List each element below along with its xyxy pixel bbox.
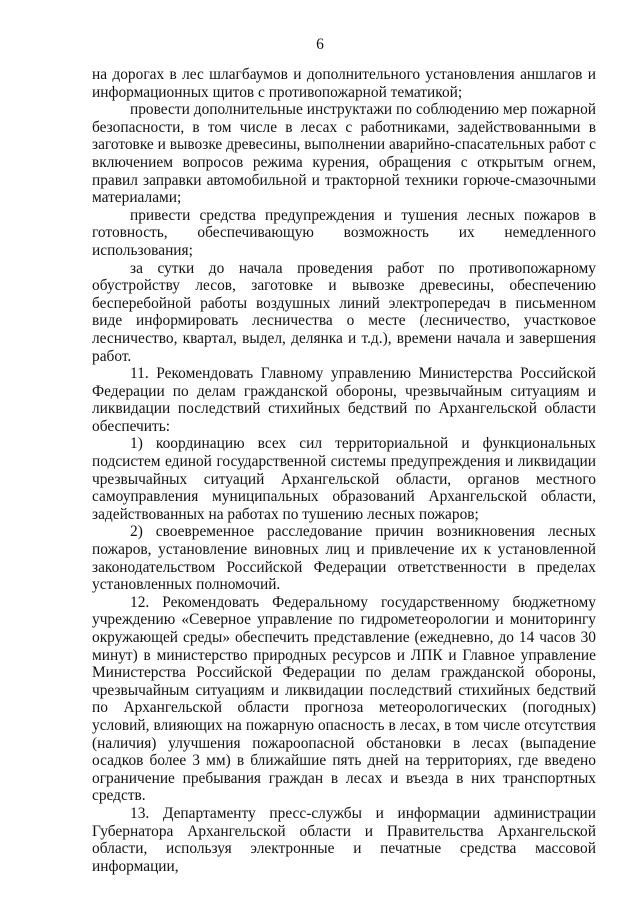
- paragraph-item-13: 13. Департаменту пресс-службы и информации администрации Губернатора Архангельской области и Правительства Архангельской области, используя электронные и печатные средства массовой информации,: [92, 804, 596, 875]
- paragraph-instruction-briefing: провести дополнительные инструктажи по соблюдению мер пожарной безопасности, в том числе в лесах с работниками, задействованными в заготовке и вывозке древесины, выполнении аварийно-спасательных работ с включением вопросов режима курения, обращения с открытым огнем, правил заправки автомобильной и тракторной техники горюче-смазочными материалами;: [92, 101, 596, 207]
- paragraph-continuation: на дорогах в лес шлагбаумов и дополнительного установления аншлагов и информационных щитов с противопожарной тематикой;: [92, 66, 596, 101]
- document-body: [92, 66, 596, 875]
- paragraph-item-11-1: 1) координацию всех сил территориальной и функциональных подсистем единой государственной системы предупреждения и ликвидации чрезвычайных ситуаций Архангельской области, органов местного самоуправления муниципальных образований Архангельской области, задействованных на работах по тушению лесных пожаров;: [92, 435, 596, 523]
- paragraph-item-12: 12. Рекомендовать Федеральному государственному бюджетному учреждению «Северное управление по гидрометеорологии и мониторингу окружающей среды» обеспечить представление (ежедневно, до 14 часов 30 минут) в министерство природных ресурсов и ЛПК и Главное управление Министерства Российской Федерации по делам гражданской обороны, чрезвычайным ситуациям и ликвидации последствий стихийных бедствий по Архангельской области прогноза метеорологических (погодных) условий, влияющих на пожарную опасность в лесах, в том числе отсутствия (наличия) улучшения пожароопасной обстановки в лесах (выпадение осадков более 3 мм) в ближайшие пять дней на территориях, где введено ограничение пребывания граждан в лесах и въезда в них транспортных средств.: [92, 593, 596, 805]
- page-number: 6: [316, 36, 324, 53]
- paragraph-item-11: 11. Рекомендовать Главному управлению Министерства Российской Федерации по делам гражданской обороны, чрезвычайным ситуациям и ликвидации последствий стихийных бедствий по Архангельской области обеспечить:: [92, 365, 596, 435]
- paragraph-notify-forestry: за сутки до начала проведения работ по противопожарному обустройству лесов, заготовке и вывозке древесины, обеспечению бесперебойной работы воздушных линий электропередач в письменном виде информировать лесничества о месте (лесничество, участковое лесничество, квартал, выдел, делянка и т.д.), времени начала и завершения работ.: [92, 259, 596, 365]
- paragraph-fire-readiness: привести средства предупреждения и тушения лесных пожаров в готовность, обеспечивающую возможность их немедленного использования;: [92, 206, 596, 259]
- paragraph-item-11-2: 2) своевременное расследование причин возникновения лесных пожаров, установление виновных лиц и привлечение их к установленной законодательством Российской Федерации ответственности в пределах установленных полномочий.: [92, 523, 596, 594]
